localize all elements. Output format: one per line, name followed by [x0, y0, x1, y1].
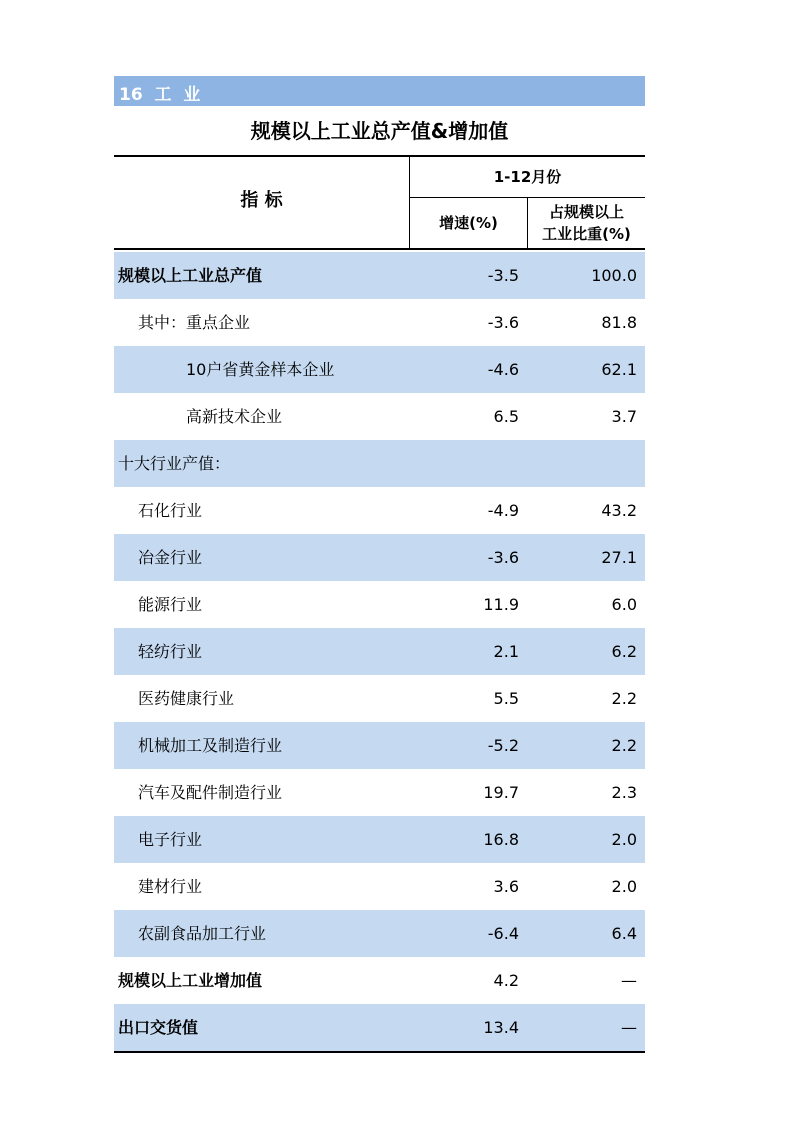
table-row [114, 863, 645, 910]
row-label: 电子行业 [138, 830, 203, 849]
row-growth: 13.4 [483, 1018, 519, 1037]
table-row [114, 1004, 645, 1051]
row-growth: 4.2 [493, 971, 519, 990]
table-row [114, 722, 645, 769]
table-row [114, 299, 645, 346]
table-row [114, 534, 645, 581]
table-row [114, 816, 645, 863]
table-row [114, 910, 645, 957]
row-growth: -3.6 [487, 313, 519, 332]
row-share: 2.3 [611, 783, 637, 802]
row-share: 6.0 [611, 595, 637, 614]
row-share: — [621, 1018, 637, 1037]
row-growth: -3.6 [487, 548, 519, 567]
table-row [114, 252, 645, 299]
row-label: 石化行业 [138, 501, 203, 520]
table-row [114, 769, 645, 816]
section-header-bar [114, 76, 645, 106]
row-growth: 2.1 [493, 642, 519, 661]
table-row [114, 393, 645, 440]
share-header-line2: 工业比重(%) [542, 225, 631, 243]
row-label: 高新技术企业 [186, 407, 283, 426]
row-label: 10户省黄金样本企业 [186, 360, 335, 379]
row-share: 81.8 [601, 313, 637, 332]
data-table [114, 155, 645, 1053]
row-label: 其中：重点企业 [138, 313, 251, 332]
row-label: 机械加工及制造行业 [138, 736, 283, 755]
row-label: 规模以上工业总产值 [118, 266, 263, 285]
row-label: 能源行业 [138, 595, 203, 614]
row-growth: -6.4 [487, 924, 519, 943]
table-bottom-rule [114, 1051, 645, 1053]
table-title: 规模以上工业总产值&增加值 [250, 119, 509, 143]
row-share: 6.4 [611, 924, 637, 943]
row-label: 轻纺行业 [138, 642, 203, 661]
row-label: 农副食品加工行业 [138, 924, 267, 943]
row-share: 2.2 [611, 736, 637, 755]
row-share: 2.0 [611, 877, 637, 896]
row-share: 43.2 [601, 501, 637, 520]
row-label: 规模以上工业增加值 [118, 971, 263, 990]
table-row [114, 675, 645, 722]
table-row [114, 346, 645, 393]
table-row [114, 581, 645, 628]
row-growth: 6.5 [493, 407, 519, 426]
row-label: 出口交货值 [118, 1018, 199, 1037]
share-header [528, 198, 645, 248]
row-growth: 16.8 [483, 830, 519, 849]
row-share: — [621, 971, 637, 990]
row-growth: -4.9 [487, 501, 519, 520]
table-row [114, 628, 645, 675]
share-header-line1: 占规模以上 [548, 203, 624, 221]
row-label: 医药健康行业 [138, 689, 235, 708]
row-label: 汽车及配件制造行业 [138, 783, 283, 802]
row-growth: -4.6 [487, 360, 519, 379]
row-share: 27.1 [601, 548, 637, 567]
table-row [114, 440, 645, 487]
table-row [114, 487, 645, 534]
row-share: 6.2 [611, 642, 637, 661]
table-row [114, 957, 645, 1004]
row-share: 2.2 [611, 689, 637, 708]
row-share: 3.7 [611, 407, 637, 426]
section-label: 16 工 业 [119, 85, 201, 105]
row-share: 2.0 [611, 830, 637, 849]
row-growth: -3.5 [487, 266, 519, 285]
indicator-header: 指 标 [240, 190, 283, 211]
row-share: 100.0 [591, 266, 637, 285]
row-growth: 11.9 [483, 595, 519, 614]
row-label: 建材行业 [138, 877, 203, 896]
row-growth: -5.2 [487, 736, 519, 755]
table-header [114, 155, 645, 250]
period-header: 1-12月份 [410, 157, 645, 198]
growth-header: 增速(%) [439, 214, 498, 232]
row-growth: 19.7 [483, 783, 519, 802]
row-growth: 5.5 [493, 689, 519, 708]
row-growth: 3.6 [493, 877, 519, 896]
row-share: 62.1 [601, 360, 637, 379]
table-body [114, 252, 645, 1051]
row-label: 十大行业产值： [118, 454, 231, 473]
row-label: 冶金行业 [138, 548, 203, 567]
